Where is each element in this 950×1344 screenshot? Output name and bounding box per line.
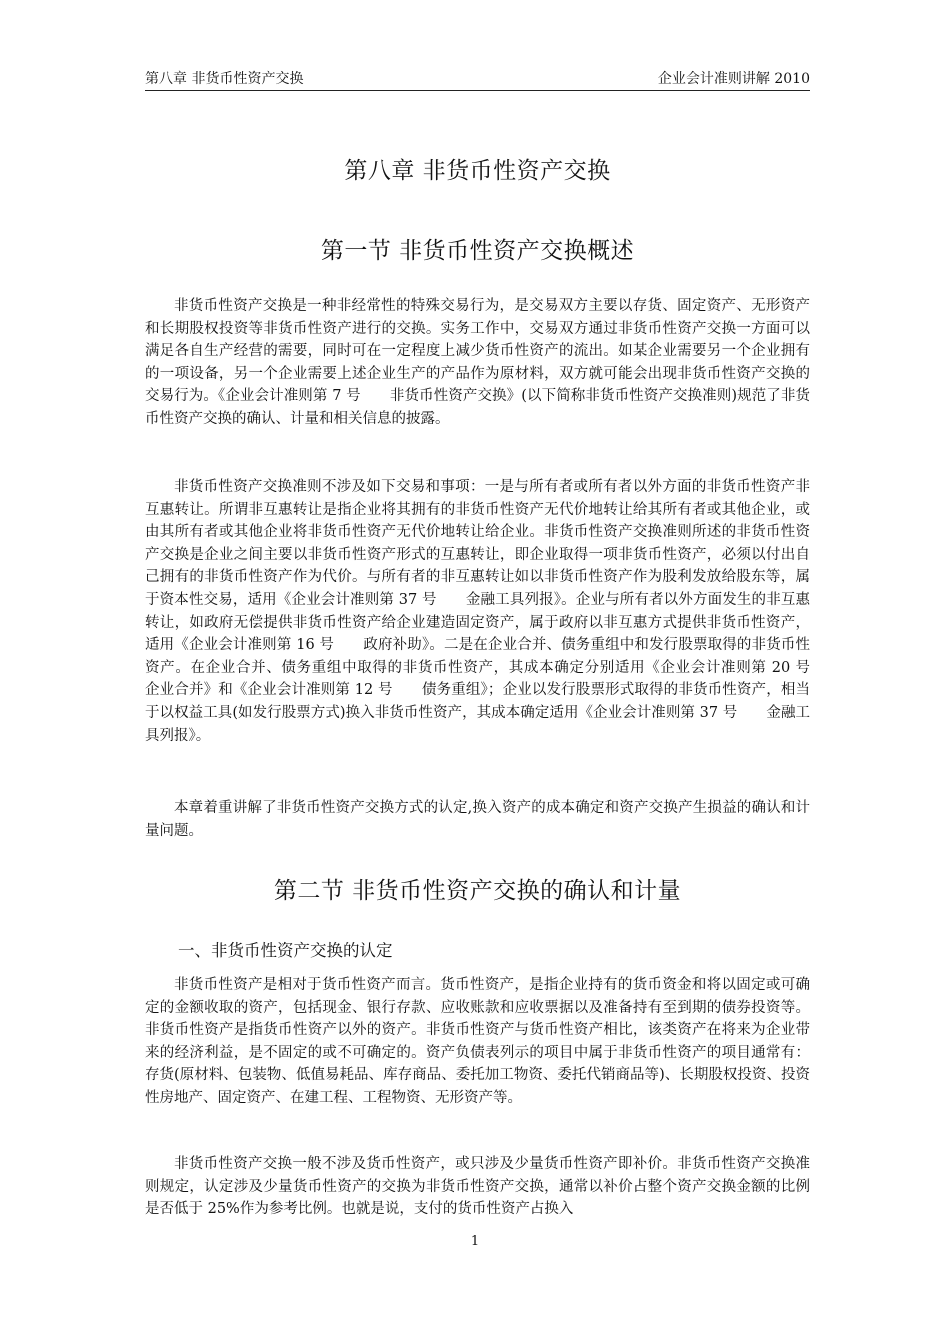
header-book-title: 企业会计准则讲解 2010 bbox=[657, 71, 810, 87]
page-header bbox=[145, 66, 810, 91]
section2-paragraph-1: 非货币性资产是相对于货币性资产而言。货币性资产，是指企业持有的货币资金和将以固定或可确定的金额收取的资产，包括现金、银行存款、应收账款和应收票据以及准备持有至到期的债券投资等。非货币性资产是指货币性资产以外的资产。非货币性资产与货币性资产相比，该类资产在将来为企业带来的经济利益，是不固定的或不可确定的。资产负债表列示的项目中属于非货币性资产的项目通常有：存货(原材料、包装物、低值易耗品、库存商品、委托加工物资、委托代销商品等)、长期股权投资、投资性房地产、固定资产、在建工程、工程物资、无形资产等。 bbox=[145, 977, 810, 1106]
header-chapter: 第八章 非货币性资产交换 bbox=[145, 71, 304, 87]
section1-paragraph-2: 非货币性资产交换准则不涉及如下交易和事项：一是与所有者或所有者以外方面的非货币性资产非互惠转让。所谓非互惠转让是指企业将其拥有的非货币性资产无代价地转让给其所有者或其他企业，或由其所有者或其他企业将非货币性资产无代价地转让给企业。非货币性资产交换准则所述的非货币性资产交换是企业之间主要以非货币性资产形式的互惠转让，即企业取得一项非货币性资产，必须以付出自己拥有的非货币性资产作为代价。与所有者的非互惠转让如以非货币性资产作为股利发放给股东等，属于资本性交易，适用《企业会计准则第 37 号 金融工具列报》。企业与所有者以外方面发生的非互惠转让，如政府无偿提供非货币性资产给企业建造固定资产，属于政府以非互惠方式提供非货币性资产，适用《企业会计准则第 16 号 政府补助》。二是在企业合并、债务重组中和发行股票取得的非货币性资产。在企业合并、债务重组中取得的非货币性资产，其成本确定分别适用《企业会计准则第 20 号 企业合并》和《企业会计准则第 12 号 债务重组》；企业以发行股票形式取得的非货币性资产，相当于以权益工具(如发行股票方式)换入非货币性资产，其成本确定适用《企业会计准则第 37 号 金融工具列报》。 bbox=[145, 479, 839, 744]
section2-paragraph-2: 非货币性资产交换一般不涉及货币性资产，或只涉及少量货币性资产即补价。非货币性资产交换准则规定，认定涉及少量货币性资产的交换为非货币性资产交换，通常以补价占整个资产交换金额的比例是否低于 25%作为参考比例。也就是说，支付的货币性资产占换入 bbox=[145, 1156, 810, 1218]
section1-title: 第一节 非货币性资产交换概述 bbox=[320, 238, 635, 264]
subsection1-title: 一、非货币性资产交换的认定 bbox=[178, 941, 393, 960]
chapter-title: 第八章 非货币性资产交换 bbox=[344, 158, 611, 184]
section2-title: 第二节 非货币性资产交换的确认和计量 bbox=[273, 878, 682, 904]
section1-paragraph-1: 非货币性资产交换是一种非经常性的特殊交易行为，是交易双方主要以存货、固定资产、无形资产和长期股权投资等非货币性资产进行的交换。实务工作中，交易双方通过非货币性资产交换一方面可以满足各自生产经营的需要，同时可在一定程度上减少货币性资产的流出。如某企业需要另一个企业拥有的一项设备，另一个企业需要上述企业生产的产品作为原材料，双方就可能会出现非货币性资产交换的交易行为。《企业会计准则第 7 号 非货币性资产交换》(以下简称非货币性资产交换准则)规范了非货币性资产交换的确认、计量和相关信息的披露。 bbox=[145, 298, 810, 427]
page-number: 1 bbox=[470, 1234, 480, 1249]
section1-paragraph-3: 本章着重讲解了非货币性资产交换方式的认定,换入资产的成本确定和资产交换产生损益的确认和计量问题。 bbox=[145, 800, 810, 839]
